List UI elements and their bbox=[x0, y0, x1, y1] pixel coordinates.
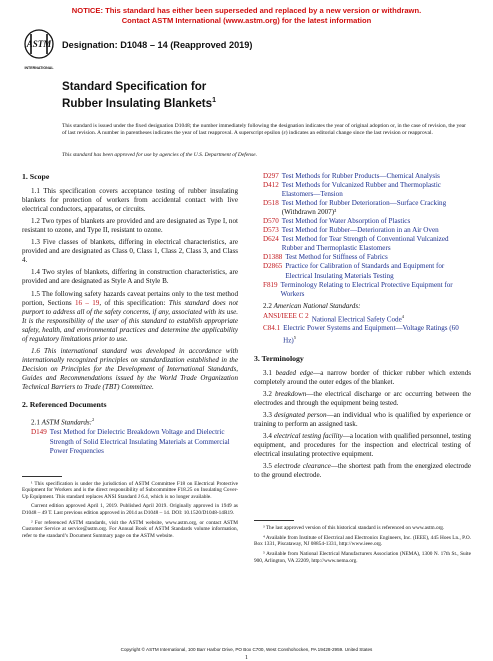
ref-title[interactable] bbox=[282, 217, 410, 226]
ref-d518[interactable] bbox=[254, 199, 471, 217]
term-definition: —the electrical discharge or arc occurring between the electrodes and through the equipment being tested. bbox=[254, 389, 472, 407]
referenced-documents-heading: 2. Referenced Documents bbox=[22, 400, 107, 410]
ref-title-text: Test Method for Water Absorption of Plastics bbox=[281, 217, 411, 226]
term-name: electrode clearance bbox=[274, 462, 331, 471]
right-column bbox=[254, 172, 471, 567]
ref-title[interactable] bbox=[285, 253, 387, 262]
footnote-4: ⁴ Available from Institute of Electrical and Electronics Engineers, Inc. (IEEE), 445 Hoes Ln., P.O. Box 1331, Piscataway, NJ 08854-1331, http://www.ieee.org. bbox=[254, 534, 471, 548]
withdrawal-notice bbox=[0, 6, 493, 26]
para-1-5 bbox=[22, 290, 238, 344]
ref-code[interactable]: D1388 bbox=[263, 253, 283, 262]
page-title bbox=[62, 80, 216, 111]
term-num: 3.2 bbox=[263, 389, 275, 398]
ref-code[interactable]: D2865 bbox=[263, 262, 283, 271]
term-num: 3.3 bbox=[263, 410, 275, 419]
ref-d573[interactable] bbox=[254, 226, 471, 235]
footnote-mark-5: 5 bbox=[293, 335, 297, 341]
term-definition: —the shortest path from the energized electrode to the ground electrode. bbox=[254, 462, 471, 480]
para-1-5-text: 1.5 The following safety hazards caveat pertains only to the test method portion, Sections bbox=[22, 289, 238, 307]
c84-title: Electric Power Systems and Equipment—Voltage Ratings (60 Hz) bbox=[283, 324, 459, 345]
para-2-1-num: 2.1 bbox=[31, 418, 42, 427]
ref-code[interactable]: F819 bbox=[263, 280, 278, 289]
ansi-title: National Electrical Safety Code bbox=[311, 315, 402, 324]
notice-line-2: Contact ASTM International (www.astm.org) for the latest information bbox=[121, 16, 372, 25]
term-3-3 bbox=[254, 411, 471, 429]
terminology-heading: 3. Terminology bbox=[254, 353, 304, 363]
ref-f819[interactable] bbox=[254, 281, 471, 299]
scope-heading: 1. Scope bbox=[22, 172, 50, 181]
ref-code[interactable]: D570 bbox=[263, 217, 279, 226]
ref-d2865[interactable] bbox=[254, 262, 471, 280]
ref-title-text: Test Method for Tear Strength of Conventional Vulcanized Rubber and Thermoplastic Elastomers bbox=[281, 235, 449, 253]
ref-code[interactable]: C84.1 bbox=[263, 324, 281, 333]
ref-title[interactable] bbox=[312, 312, 404, 324]
ref-code[interactable]: D412 bbox=[263, 181, 279, 190]
term-name: designated person bbox=[274, 410, 327, 419]
title-line-1: Standard Specification for bbox=[62, 80, 207, 93]
para-1-2: 1.2 Two types of blankets are provided and are designated as Type I, not resistant to ozone, and Type II, resistant to ozone. bbox=[22, 217, 238, 235]
term-definition: —a location with qualified personnel, testing equipment, and procedures for the inspection and electrical testing of electrical insulating protective equipment. bbox=[254, 431, 472, 458]
ref-title[interactable]: Test Method for Dielectric Breakdown Voltage and Dielectric Strength of Solid Electrical Insulating Materials at Commercial Power Frequencies bbox=[49, 428, 230, 455]
term-num: 3.4 bbox=[263, 431, 274, 440]
footnote-mark-2: 2 bbox=[92, 417, 95, 423]
ref-d149[interactable] bbox=[22, 428, 238, 455]
ref-title[interactable] bbox=[282, 235, 471, 253]
footnote-mark-4: 4 bbox=[401, 313, 404, 319]
term-definition: —a narrow border of thicker rubber which extends completely around the outer edges of the blanket. bbox=[254, 368, 472, 386]
term-definition: —an individual who is qualified by experience or training to perform an assigned task. bbox=[254, 410, 471, 428]
ref-title-text: Test Method for Stiffness of Fabrics bbox=[285, 253, 388, 262]
left-column bbox=[22, 172, 238, 542]
dod-approval-note: This standard has been approved for use by agencies of the U.S. Department of Defense. bbox=[62, 152, 257, 158]
footnote-5: ⁵ Available from National Electrical Manufacturers Association (NEMA), 1300 N. 17th St., Suite 900, Arlington, VA 22209, http://www.nema.org. bbox=[254, 550, 471, 564]
term-num: 3.1 bbox=[263, 368, 276, 377]
ref-code[interactable]: D518 bbox=[263, 199, 279, 208]
notice-line-1: NOTICE: This standard has either been superseded and replaced by a new version or withdrawn. bbox=[71, 6, 422, 15]
para-1-4: 1.4 Two styles of blankets, differing in construction characteristics, are provided and are designated as Style A and Style B. bbox=[22, 268, 238, 286]
para-2-2 bbox=[254, 302, 471, 311]
term-3-2 bbox=[254, 390, 471, 408]
preamble: This standard is issued under the fixed designation D1048; the number immediately following the designation indicates the year of original adoption or, in the case of revision, the year of last revision. A number in parentheses indicates the year of last reapproval. A superscript epsilon (ε) indicates an editorial change since the last revision or reapproval. bbox=[62, 123, 466, 136]
title-footnote-mark: 1 bbox=[212, 97, 217, 104]
term-3-1 bbox=[254, 369, 471, 387]
ref-title-text: Test Method for Rubber—Deterioration in an Air Oven bbox=[281, 226, 439, 235]
footnote-divider bbox=[22, 476, 62, 477]
astm-logo-icon bbox=[22, 28, 56, 72]
ref-code[interactable]: D624 bbox=[263, 235, 279, 244]
safety-caveat: This standard does not purport to address all of the safety concerns, if any, associated with its use. It is the responsibility of the user of this standard to establish appropriate safety, health, and environmental practices and determine the applicability of regulatory limitations prior to use. bbox=[22, 298, 239, 343]
ref-d570[interactable] bbox=[254, 217, 471, 226]
footnote-2: ² For referenced ASTM standards, visit the ASTM website, www.astm.org, or contact ASTM Customer Service at service@astm.org. For Annual Book of ASTM Standards volume information, refer to the standard’s Document Summary page on the ASTM website. bbox=[22, 519, 238, 539]
logo-subtext: INTERNATIONAL bbox=[24, 66, 54, 70]
ref-title-text: Test Method for Rubber Deterioration—Surface Cracking bbox=[281, 199, 447, 208]
footnote-3: ³ The last approved version of this historical standard is referenced on www.astm.org. bbox=[263, 525, 445, 532]
ref-d412[interactable] bbox=[254, 181, 471, 199]
footnote-1: ¹ This specification is under the jurisdiction of ASTM Committee F18 on Electrical Protective Equipment for Workers and is the direct responsibility of Subcommittee F18.25 on Insulating Cover-Up Equipment. This standard replaces ANSI Standard J 6.4, which is no longer available. bbox=[22, 480, 238, 500]
ref-code[interactable]: D297 bbox=[263, 172, 279, 180]
title-line-2: Rubber Insulating Blankets bbox=[62, 96, 213, 110]
ref-title[interactable] bbox=[285, 262, 471, 280]
astm-reference-list bbox=[254, 172, 471, 299]
ref-c84-1[interactable] bbox=[254, 324, 471, 345]
designation: Designation: D1048 – 14 (Reapproved 2019) bbox=[62, 40, 253, 50]
footnote-divider bbox=[254, 520, 294, 521]
ref-title[interactable] bbox=[282, 199, 471, 217]
ref-d297[interactable] bbox=[254, 172, 471, 181]
ref-title-text: Terminology Relating to Electrical Protective Equipment for Workers bbox=[280, 280, 453, 298]
ref-title-text: Practice for Calibration of Standards and Equipment for Electrical Insulating Materials Testing bbox=[285, 262, 445, 280]
ref-note: (Withdrawn 2007)³ bbox=[281, 208, 337, 217]
para-1-1: 1.1 This specification covers acceptance testing of rubber insulating blankets for protection of workers from accidental contact with live electrical conductors, apparatus, or circuits. bbox=[22, 187, 238, 214]
ref-title[interactable] bbox=[282, 172, 440, 181]
para-1-3: 1.3 Five classes of blankets, differing in electrical characteristics, are provided and are designated as Class 0, Class 1, Class 2, Class 3, and Class 4. bbox=[22, 238, 238, 265]
ref-title-text: Test Methods for Rubber Products—Chemical Analysis bbox=[281, 172, 440, 180]
ref-ansi-c2[interactable] bbox=[254, 312, 471, 324]
copyright-footer: Copyright © ASTM International, 100 Barr Harbor Drive, PO Box C700, West Conshohocken, PA 19428-2959. United States bbox=[120, 647, 373, 652]
astm-standards-label: ASTM Standards: bbox=[41, 418, 93, 427]
ref-code[interactable]: ANSI/IEEE C 2 bbox=[263, 311, 309, 320]
ref-title[interactable] bbox=[283, 324, 471, 345]
para-1-5-text-b: , of this specification: bbox=[99, 298, 169, 307]
ref-code[interactable]: D149 bbox=[31, 428, 47, 437]
ref-d624[interactable] bbox=[254, 235, 471, 253]
para-2-1 bbox=[22, 415, 238, 427]
term-3-5 bbox=[254, 462, 471, 480]
logo-text: ASTM bbox=[26, 39, 52, 49]
ref-title[interactable] bbox=[281, 281, 471, 299]
term-name: electrical testing facility bbox=[273, 431, 343, 440]
page-number: 1 bbox=[245, 655, 248, 661]
para-1-6: 1.6 This international standard was developed in accordance with internationally recognized principles on standardization established in the Decision on Principles for the Development of International Standards, Guides and Recommendations issued by the World Trade Organization Technical Barriers to Trade (TBT) Committee. bbox=[22, 346, 238, 391]
ref-d1388[interactable] bbox=[254, 253, 471, 262]
para-2-2-num: 2.2 bbox=[263, 301, 274, 310]
term-num: 3.5 bbox=[263, 462, 275, 471]
ref-title[interactable] bbox=[282, 181, 471, 199]
footnote-1-edition: Current edition approved April 1, 2019. Published April 2019. Originally approved in 1949 as D1048 – 49 T. Last previous edition approved in 2014 as D1048 – 14. DOI: 10.1520/D1048-14R19. bbox=[22, 503, 238, 516]
ref-code[interactable]: D573 bbox=[263, 226, 279, 235]
term-name: breakdown bbox=[275, 389, 307, 398]
sections-link[interactable]: 16 – 19 bbox=[74, 298, 100, 307]
ansi-standards-label: American National Standards: bbox=[273, 301, 361, 310]
term-3-4 bbox=[254, 432, 471, 459]
term-name: beaded edge bbox=[275, 368, 314, 377]
ref-title-text: Test Methods for Vulcanized Rubber and Thermoplastic Elastomers—Tension bbox=[281, 181, 441, 199]
ref-title[interactable] bbox=[282, 226, 439, 235]
